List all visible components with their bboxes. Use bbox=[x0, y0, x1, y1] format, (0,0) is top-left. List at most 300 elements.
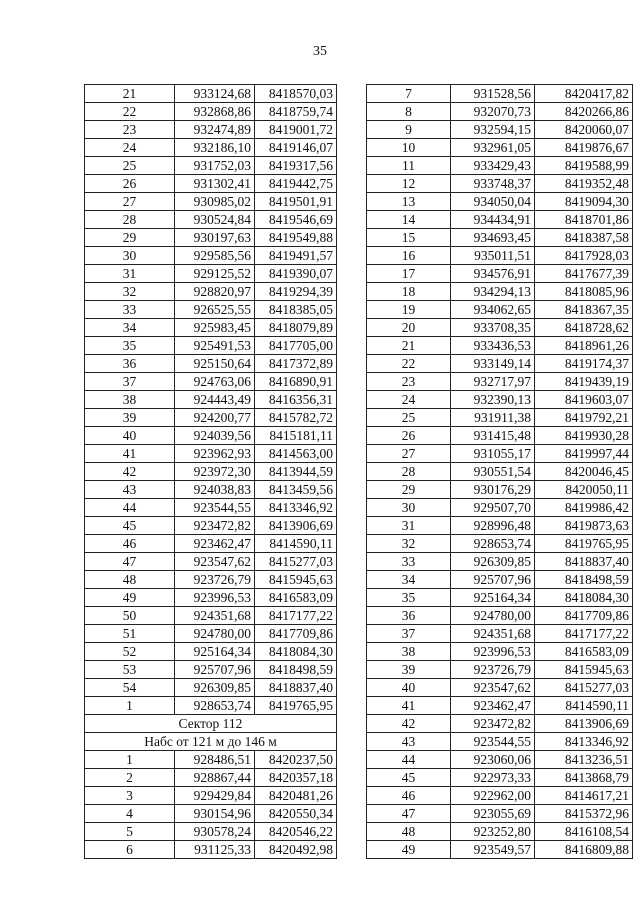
y-coordinate-cell: 8419390,07 bbox=[255, 265, 337, 283]
point-number-cell: 4 bbox=[85, 805, 175, 823]
point-number-cell: 1 bbox=[85, 751, 175, 769]
y-coordinate-cell: 8417177,22 bbox=[255, 607, 337, 625]
y-coordinate-cell: 8418079,89 bbox=[255, 319, 337, 337]
table-row bbox=[85, 139, 337, 157]
point-number-cell: 36 bbox=[367, 607, 451, 625]
table-row bbox=[85, 391, 337, 409]
table-row bbox=[367, 247, 633, 265]
point-number-cell: 25 bbox=[85, 157, 175, 175]
point-number-cell: 35 bbox=[85, 337, 175, 355]
x-coordinate-cell: 932186,10 bbox=[175, 139, 255, 157]
y-coordinate-cell: 8417709,86 bbox=[535, 607, 633, 625]
x-coordinate-cell: 923996,53 bbox=[175, 589, 255, 607]
table-row bbox=[367, 103, 633, 121]
table-row bbox=[367, 823, 633, 841]
x-coordinate-cell: 923060,06 bbox=[451, 751, 535, 769]
x-coordinate-cell: 923252,80 bbox=[451, 823, 535, 841]
point-number-cell: 24 bbox=[367, 391, 451, 409]
x-coordinate-cell: 924443,49 bbox=[175, 391, 255, 409]
y-coordinate-cell: 8413346,92 bbox=[535, 733, 633, 751]
x-coordinate-cell: 929585,56 bbox=[175, 247, 255, 265]
y-coordinate-cell: 8418759,74 bbox=[255, 103, 337, 121]
table-row bbox=[85, 409, 337, 427]
y-coordinate-cell: 8419997,44 bbox=[535, 445, 633, 463]
point-number-cell: 3 bbox=[85, 787, 175, 805]
y-coordinate-cell: 8419317,56 bbox=[255, 157, 337, 175]
table-row bbox=[85, 445, 337, 463]
table-row bbox=[85, 211, 337, 229]
table-row bbox=[85, 661, 337, 679]
table-row bbox=[367, 229, 633, 247]
y-coordinate-cell: 8414590,11 bbox=[255, 535, 337, 553]
left-coordinates-table bbox=[84, 84, 337, 859]
point-number-cell: 18 bbox=[367, 283, 451, 301]
y-coordinate-cell: 8418085,96 bbox=[535, 283, 633, 301]
table-row bbox=[85, 481, 337, 499]
point-number-cell: 29 bbox=[367, 481, 451, 499]
y-coordinate-cell: 8419439,19 bbox=[535, 373, 633, 391]
table-row bbox=[367, 427, 633, 445]
y-coordinate-cell: 8418385,05 bbox=[255, 301, 337, 319]
table-row bbox=[367, 283, 633, 301]
y-coordinate-cell: 8419986,42 bbox=[535, 499, 633, 517]
x-coordinate-cell: 923726,79 bbox=[175, 571, 255, 589]
section-title: Сектор 112 bbox=[85, 715, 337, 733]
point-number-cell: 33 bbox=[367, 553, 451, 571]
table-row bbox=[367, 499, 633, 517]
point-number-cell: 41 bbox=[367, 697, 451, 715]
y-coordinate-cell: 8413944,59 bbox=[255, 463, 337, 481]
table-row bbox=[85, 373, 337, 391]
point-number-cell: 34 bbox=[367, 571, 451, 589]
x-coordinate-cell: 924200,77 bbox=[175, 409, 255, 427]
x-coordinate-cell: 923472,82 bbox=[451, 715, 535, 733]
table-row bbox=[85, 463, 337, 481]
point-number-cell: 41 bbox=[85, 445, 175, 463]
x-coordinate-cell: 923055,69 bbox=[451, 805, 535, 823]
x-coordinate-cell: 928820,97 bbox=[175, 283, 255, 301]
point-number-cell: 49 bbox=[85, 589, 175, 607]
x-coordinate-cell: 934294,13 bbox=[451, 283, 535, 301]
y-coordinate-cell: 8419876,67 bbox=[535, 139, 633, 157]
table-row bbox=[85, 571, 337, 589]
y-coordinate-cell: 8419501,91 bbox=[255, 193, 337, 211]
x-coordinate-cell: 924038,83 bbox=[175, 481, 255, 499]
point-number-cell: 42 bbox=[367, 715, 451, 733]
x-coordinate-cell: 923547,62 bbox=[451, 679, 535, 697]
point-number-cell: 43 bbox=[367, 733, 451, 751]
x-coordinate-cell: 923462,47 bbox=[451, 697, 535, 715]
y-coordinate-cell: 8418728,62 bbox=[535, 319, 633, 337]
y-coordinate-cell: 8420237,50 bbox=[255, 751, 337, 769]
x-coordinate-cell: 923962,93 bbox=[175, 445, 255, 463]
point-number-cell: 23 bbox=[367, 373, 451, 391]
y-coordinate-cell: 8414563,00 bbox=[255, 445, 337, 463]
x-coordinate-cell: 922962,00 bbox=[451, 787, 535, 805]
y-coordinate-cell: 8419352,48 bbox=[535, 175, 633, 193]
table-row bbox=[85, 823, 337, 841]
point-number-cell: 54 bbox=[85, 679, 175, 697]
x-coordinate-cell: 924780,00 bbox=[175, 625, 255, 643]
y-coordinate-cell: 8419792,21 bbox=[535, 409, 633, 427]
x-coordinate-cell: 933149,14 bbox=[451, 355, 535, 373]
table-row bbox=[367, 553, 633, 571]
table-row bbox=[367, 571, 633, 589]
y-coordinate-cell: 8419174,37 bbox=[535, 355, 633, 373]
y-coordinate-cell: 8416583,09 bbox=[535, 643, 633, 661]
y-coordinate-cell: 8415782,72 bbox=[255, 409, 337, 427]
table-row bbox=[85, 283, 337, 301]
point-number-cell: 24 bbox=[85, 139, 175, 157]
table-row bbox=[367, 625, 633, 643]
y-coordinate-cell: 8418837,40 bbox=[535, 553, 633, 571]
y-coordinate-cell: 8417705,00 bbox=[255, 337, 337, 355]
point-number-cell: 26 bbox=[367, 427, 451, 445]
table-row bbox=[85, 553, 337, 571]
point-number-cell: 19 bbox=[367, 301, 451, 319]
table-row bbox=[367, 643, 633, 661]
y-coordinate-cell: 8417372,89 bbox=[255, 355, 337, 373]
point-number-cell: 11 bbox=[367, 157, 451, 175]
y-coordinate-cell: 8420046,45 bbox=[535, 463, 633, 481]
x-coordinate-cell: 930524,84 bbox=[175, 211, 255, 229]
point-number-cell: 10 bbox=[367, 139, 451, 157]
point-number-cell: 23 bbox=[85, 121, 175, 139]
x-coordinate-cell: 934050,04 bbox=[451, 193, 535, 211]
table-row bbox=[367, 319, 633, 337]
point-number-cell: 27 bbox=[367, 445, 451, 463]
x-coordinate-cell: 931911,38 bbox=[451, 409, 535, 427]
point-number-cell: 14 bbox=[367, 211, 451, 229]
x-coordinate-cell: 928867,44 bbox=[175, 769, 255, 787]
point-number-cell: 32 bbox=[367, 535, 451, 553]
point-number-cell: 21 bbox=[85, 85, 175, 103]
table-row bbox=[367, 85, 633, 103]
point-number-cell: 43 bbox=[85, 481, 175, 499]
table-row bbox=[367, 787, 633, 805]
x-coordinate-cell: 932594,15 bbox=[451, 121, 535, 139]
x-coordinate-cell: 925150,64 bbox=[175, 355, 255, 373]
x-coordinate-cell: 932717,97 bbox=[451, 373, 535, 391]
x-coordinate-cell: 935011,51 bbox=[451, 247, 535, 265]
point-number-cell: 40 bbox=[85, 427, 175, 445]
page-number: 35 bbox=[313, 44, 327, 59]
table-row bbox=[367, 409, 633, 427]
table-row bbox=[85, 319, 337, 337]
y-coordinate-cell: 8416108,54 bbox=[535, 823, 633, 841]
y-coordinate-cell: 8419001,72 bbox=[255, 121, 337, 139]
right-table-body bbox=[367, 85, 633, 859]
table-row bbox=[367, 481, 633, 499]
x-coordinate-cell: 933708,35 bbox=[451, 319, 535, 337]
y-coordinate-cell: 8415372,96 bbox=[535, 805, 633, 823]
table-row bbox=[85, 769, 337, 787]
table-row bbox=[85, 643, 337, 661]
x-coordinate-cell: 926309,85 bbox=[175, 679, 255, 697]
x-coordinate-cell: 929125,52 bbox=[175, 265, 255, 283]
x-coordinate-cell: 924039,56 bbox=[175, 427, 255, 445]
y-coordinate-cell: 8414590,11 bbox=[535, 697, 633, 715]
point-number-cell: 38 bbox=[367, 643, 451, 661]
x-coordinate-cell: 930154,96 bbox=[175, 805, 255, 823]
point-number-cell: 30 bbox=[85, 247, 175, 265]
x-coordinate-cell: 925164,34 bbox=[451, 589, 535, 607]
y-coordinate-cell: 8417709,86 bbox=[255, 625, 337, 643]
point-number-cell: 16 bbox=[367, 247, 451, 265]
table-row bbox=[367, 841, 633, 859]
y-coordinate-cell: 8416356,31 bbox=[255, 391, 337, 409]
table-row bbox=[85, 427, 337, 445]
x-coordinate-cell: 933124,68 bbox=[175, 85, 255, 103]
point-number-cell: 31 bbox=[85, 265, 175, 283]
point-number-cell: 31 bbox=[367, 517, 451, 535]
y-coordinate-cell: 8413906,69 bbox=[535, 715, 633, 733]
x-coordinate-cell: 923726,79 bbox=[451, 661, 535, 679]
point-number-cell: 29 bbox=[85, 229, 175, 247]
y-coordinate-cell: 8418837,40 bbox=[255, 679, 337, 697]
table-row bbox=[367, 373, 633, 391]
point-number-cell: 40 bbox=[367, 679, 451, 697]
y-coordinate-cell: 8418084,30 bbox=[535, 589, 633, 607]
point-number-cell: 37 bbox=[367, 625, 451, 643]
y-coordinate-cell: 8418570,03 bbox=[255, 85, 337, 103]
y-coordinate-cell: 8416809,88 bbox=[535, 841, 633, 859]
y-coordinate-cell: 8420492,98 bbox=[255, 841, 337, 859]
x-coordinate-cell: 924351,68 bbox=[451, 625, 535, 643]
point-number-cell: 26 bbox=[85, 175, 175, 193]
x-coordinate-cell: 931752,03 bbox=[175, 157, 255, 175]
table-row bbox=[367, 661, 633, 679]
table-row bbox=[85, 265, 337, 283]
table-row bbox=[367, 805, 633, 823]
point-number-cell: 36 bbox=[85, 355, 175, 373]
table-row bbox=[367, 211, 633, 229]
section-title-row bbox=[85, 715, 337, 733]
table-row bbox=[85, 301, 337, 319]
x-coordinate-cell: 930197,63 bbox=[175, 229, 255, 247]
point-number-cell: 30 bbox=[367, 499, 451, 517]
point-number-cell: 39 bbox=[367, 661, 451, 679]
table-row bbox=[367, 355, 633, 373]
left-table-body bbox=[85, 85, 337, 859]
y-coordinate-cell: 8420060,07 bbox=[535, 121, 633, 139]
y-coordinate-cell: 8414617,21 bbox=[535, 787, 633, 805]
y-coordinate-cell: 8418498,59 bbox=[255, 661, 337, 679]
point-number-cell: 42 bbox=[85, 463, 175, 481]
table-row bbox=[85, 229, 337, 247]
y-coordinate-cell: 8419546,69 bbox=[255, 211, 337, 229]
point-number-cell: 49 bbox=[367, 841, 451, 859]
x-coordinate-cell: 931302,41 bbox=[175, 175, 255, 193]
table-row bbox=[367, 607, 633, 625]
table-row bbox=[367, 679, 633, 697]
x-coordinate-cell: 923462,47 bbox=[175, 535, 255, 553]
x-coordinate-cell: 931055,17 bbox=[451, 445, 535, 463]
x-coordinate-cell: 932390,13 bbox=[451, 391, 535, 409]
point-number-cell: 44 bbox=[367, 751, 451, 769]
point-number-cell: 46 bbox=[85, 535, 175, 553]
table-row bbox=[85, 175, 337, 193]
point-number-cell: 22 bbox=[85, 103, 175, 121]
x-coordinate-cell: 932474,89 bbox=[175, 121, 255, 139]
table-row bbox=[85, 121, 337, 139]
x-coordinate-cell: 933436,53 bbox=[451, 337, 535, 355]
x-coordinate-cell: 922973,33 bbox=[451, 769, 535, 787]
point-number-cell: 15 bbox=[367, 229, 451, 247]
y-coordinate-cell: 8415181,11 bbox=[255, 427, 337, 445]
x-coordinate-cell: 931528,56 bbox=[451, 85, 535, 103]
table-row bbox=[367, 535, 633, 553]
point-number-cell: 44 bbox=[85, 499, 175, 517]
point-number-cell: 35 bbox=[367, 589, 451, 607]
y-coordinate-cell: 8413868,79 bbox=[535, 769, 633, 787]
table-row bbox=[367, 337, 633, 355]
x-coordinate-cell: 925491,53 bbox=[175, 337, 255, 355]
point-number-cell: 12 bbox=[367, 175, 451, 193]
point-number-cell: 46 bbox=[367, 787, 451, 805]
point-number-cell: 33 bbox=[85, 301, 175, 319]
x-coordinate-cell: 925707,96 bbox=[175, 661, 255, 679]
table-row bbox=[85, 841, 337, 859]
x-coordinate-cell: 923972,30 bbox=[175, 463, 255, 481]
table-row bbox=[367, 715, 633, 733]
section-title: Набс от 121 м до 146 м bbox=[85, 733, 337, 751]
point-number-cell: 45 bbox=[85, 517, 175, 535]
point-number-cell: 39 bbox=[85, 409, 175, 427]
x-coordinate-cell: 930551,54 bbox=[451, 463, 535, 481]
table-row bbox=[367, 445, 633, 463]
x-coordinate-cell: 930578,24 bbox=[175, 823, 255, 841]
table-row bbox=[85, 697, 337, 715]
y-coordinate-cell: 8420546,22 bbox=[255, 823, 337, 841]
x-coordinate-cell: 932070,73 bbox=[451, 103, 535, 121]
point-number-cell: 47 bbox=[85, 553, 175, 571]
table-row bbox=[85, 355, 337, 373]
point-number-cell: 6 bbox=[85, 841, 175, 859]
point-number-cell: 47 bbox=[367, 805, 451, 823]
table-row bbox=[85, 589, 337, 607]
y-coordinate-cell: 8419765,95 bbox=[255, 697, 337, 715]
x-coordinate-cell: 924763,06 bbox=[175, 373, 255, 391]
point-number-cell: 8 bbox=[367, 103, 451, 121]
y-coordinate-cell: 8419442,75 bbox=[255, 175, 337, 193]
table-row bbox=[85, 337, 337, 355]
point-number-cell: 25 bbox=[367, 409, 451, 427]
x-coordinate-cell: 932868,86 bbox=[175, 103, 255, 121]
y-coordinate-cell: 8415945,63 bbox=[255, 571, 337, 589]
table-row bbox=[367, 265, 633, 283]
y-coordinate-cell: 8417928,03 bbox=[535, 247, 633, 265]
table-row bbox=[85, 517, 337, 535]
x-coordinate-cell: 930176,29 bbox=[451, 481, 535, 499]
table-row bbox=[367, 697, 633, 715]
x-coordinate-cell: 928996,48 bbox=[451, 517, 535, 535]
table-row bbox=[85, 157, 337, 175]
y-coordinate-cell: 8418387,58 bbox=[535, 229, 633, 247]
y-coordinate-cell: 8415945,63 bbox=[535, 661, 633, 679]
table-row bbox=[85, 625, 337, 643]
x-coordinate-cell: 934434,91 bbox=[451, 211, 535, 229]
table-row bbox=[85, 103, 337, 121]
y-coordinate-cell: 8419549,88 bbox=[255, 229, 337, 247]
x-coordinate-cell: 934576,91 bbox=[451, 265, 535, 283]
x-coordinate-cell: 923544,55 bbox=[451, 733, 535, 751]
x-coordinate-cell: 926309,85 bbox=[451, 553, 535, 571]
x-coordinate-cell: 929507,70 bbox=[451, 499, 535, 517]
point-number-cell: 22 bbox=[367, 355, 451, 373]
x-coordinate-cell: 933748,37 bbox=[451, 175, 535, 193]
y-coordinate-cell: 8419588,99 bbox=[535, 157, 633, 175]
y-coordinate-cell: 8417677,39 bbox=[535, 265, 633, 283]
table-row bbox=[85, 499, 337, 517]
x-coordinate-cell: 929429,84 bbox=[175, 787, 255, 805]
y-coordinate-cell: 8419930,28 bbox=[535, 427, 633, 445]
y-coordinate-cell: 8413906,69 bbox=[255, 517, 337, 535]
x-coordinate-cell: 924351,68 bbox=[175, 607, 255, 625]
point-number-cell: 48 bbox=[367, 823, 451, 841]
y-coordinate-cell: 8418367,35 bbox=[535, 301, 633, 319]
section-title-row bbox=[85, 733, 337, 751]
table-row bbox=[367, 139, 633, 157]
table-row bbox=[367, 517, 633, 535]
point-number-cell: 9 bbox=[367, 121, 451, 139]
table-row bbox=[367, 463, 633, 481]
table-row bbox=[85, 607, 337, 625]
right-coordinates-table bbox=[366, 84, 633, 859]
y-coordinate-cell: 8415277,03 bbox=[255, 553, 337, 571]
point-number-cell: 28 bbox=[367, 463, 451, 481]
y-coordinate-cell: 8413236,51 bbox=[535, 751, 633, 769]
x-coordinate-cell: 928486,51 bbox=[175, 751, 255, 769]
x-coordinate-cell: 925164,34 bbox=[175, 643, 255, 661]
x-coordinate-cell: 923547,62 bbox=[175, 553, 255, 571]
y-coordinate-cell: 8419873,63 bbox=[535, 517, 633, 535]
table-row bbox=[85, 193, 337, 211]
y-coordinate-cell: 8420050,11 bbox=[535, 481, 633, 499]
table-row bbox=[367, 733, 633, 751]
point-number-cell: 45 bbox=[367, 769, 451, 787]
y-coordinate-cell: 8420550,34 bbox=[255, 805, 337, 823]
point-number-cell: 1 bbox=[85, 697, 175, 715]
table-row bbox=[85, 535, 337, 553]
point-number-cell: 34 bbox=[85, 319, 175, 337]
point-number-cell: 7 bbox=[367, 85, 451, 103]
point-number-cell: 21 bbox=[367, 337, 451, 355]
table-row bbox=[367, 751, 633, 769]
y-coordinate-cell: 8419603,07 bbox=[535, 391, 633, 409]
point-number-cell: 13 bbox=[367, 193, 451, 211]
x-coordinate-cell: 926525,55 bbox=[175, 301, 255, 319]
point-number-cell: 5 bbox=[85, 823, 175, 841]
x-coordinate-cell: 923472,82 bbox=[175, 517, 255, 535]
point-number-cell: 38 bbox=[85, 391, 175, 409]
point-number-cell: 50 bbox=[85, 607, 175, 625]
point-number-cell: 51 bbox=[85, 625, 175, 643]
x-coordinate-cell: 934062,65 bbox=[451, 301, 535, 319]
table-row bbox=[367, 301, 633, 319]
point-number-cell: 28 bbox=[85, 211, 175, 229]
table-row bbox=[367, 391, 633, 409]
x-coordinate-cell: 930985,02 bbox=[175, 193, 255, 211]
point-number-cell: 17 bbox=[367, 265, 451, 283]
y-coordinate-cell: 8420481,26 bbox=[255, 787, 337, 805]
x-coordinate-cell: 923544,55 bbox=[175, 499, 255, 517]
y-coordinate-cell: 8419094,30 bbox=[535, 193, 633, 211]
y-coordinate-cell: 8419146,07 bbox=[255, 139, 337, 157]
x-coordinate-cell: 925983,45 bbox=[175, 319, 255, 337]
x-coordinate-cell: 924780,00 bbox=[451, 607, 535, 625]
x-coordinate-cell: 931415,48 bbox=[451, 427, 535, 445]
